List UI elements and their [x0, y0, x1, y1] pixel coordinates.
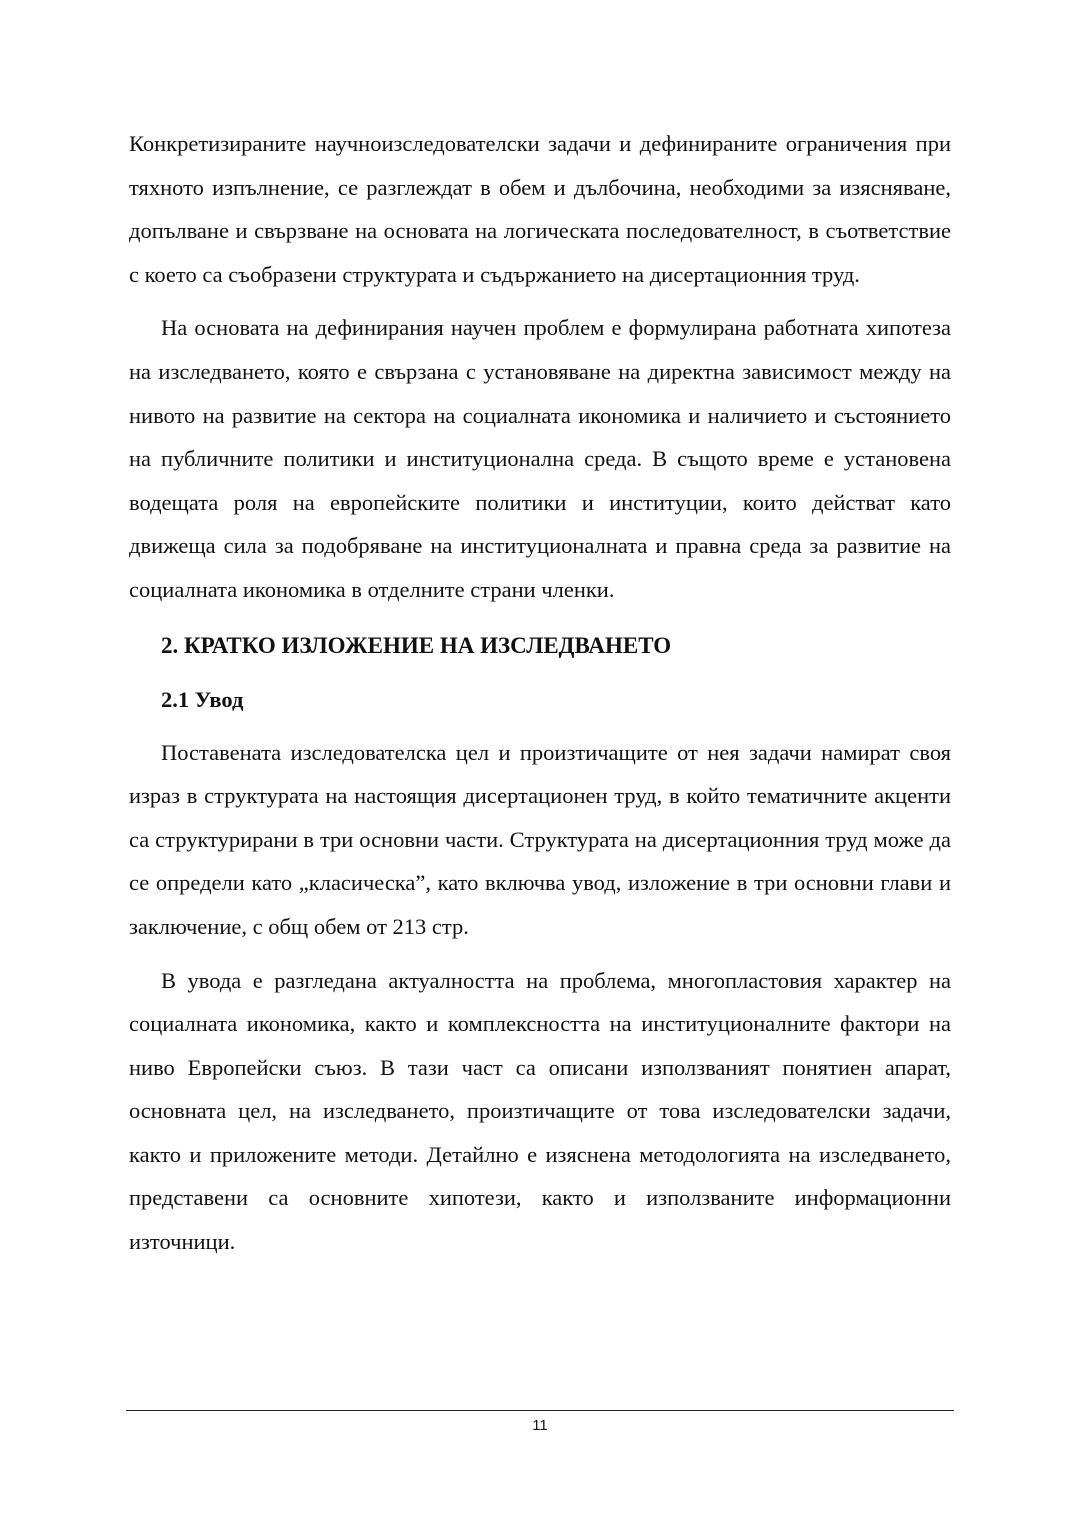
paragraph-introduction-summary: В увода е разгледана актуалността на проблема, многопластовия характер на социалната икономика, както и комплексността на институционалните фактори на ниво Европейски съюз. В тази част са описани използваният понятиен апарат, основната цел, на изследването, произтичащите от това изследователски задачи, както и приложените методи. Детайлно е изяснена методологията на изследването, представени са основните хипотези, както и използваните информационни източници. [129, 967, 951, 1255]
section-heading: 2. КРАТКО ИЗЛОЖЕНИЕ НА ИЗСЛЕДВАНЕТО [161, 632, 672, 658]
paragraph-dissertation-structure: Поставената изследователска цел и произтичащите от нея задачи намират своя израз в структурата на настоящия дисертационен труд, в който тематичните акценти са структурирани в три основни части. Структурата на дисертационния труд може да се определи като „класическа”, като включва увод, изложение в три основни глави и заключение, с общ обем от 213 стр. [129, 739, 951, 939]
page-number: 11 [532, 1417, 548, 1434]
paragraph-research-tasks: Конкретизираните научноизследователски задачи и дефинираните ограничения при тяхното изпълнение, се разглеждат в обем и дълбочина, необходими за изясняване, допълване и свързване на основата на логическата последователност, в съответствие с което са съобразени структурата и съдържанието на дисертационния труд. [129, 131, 951, 287]
paragraph-working-hypothesis: На основата на дефинирания научен проблем е формулирана работната хипотеза на изследването, която е свързана с установяване на директна зависимост между на нивото на развитие на сектора на социалната икономика и наличието и състоянието на публичните политики и институционална среда. В същото време е установена водещата роля на европейските политики и институции, които действат като движеща сила за подобряване на институционалната и правна среда за развитие на социалната икономика в отделните страни членки. [129, 315, 951, 602]
page-body [129, 122, 951, 1264]
subsection-heading: 2.1 Увод [161, 686, 244, 712]
footer-divider [126, 1410, 954, 1411]
